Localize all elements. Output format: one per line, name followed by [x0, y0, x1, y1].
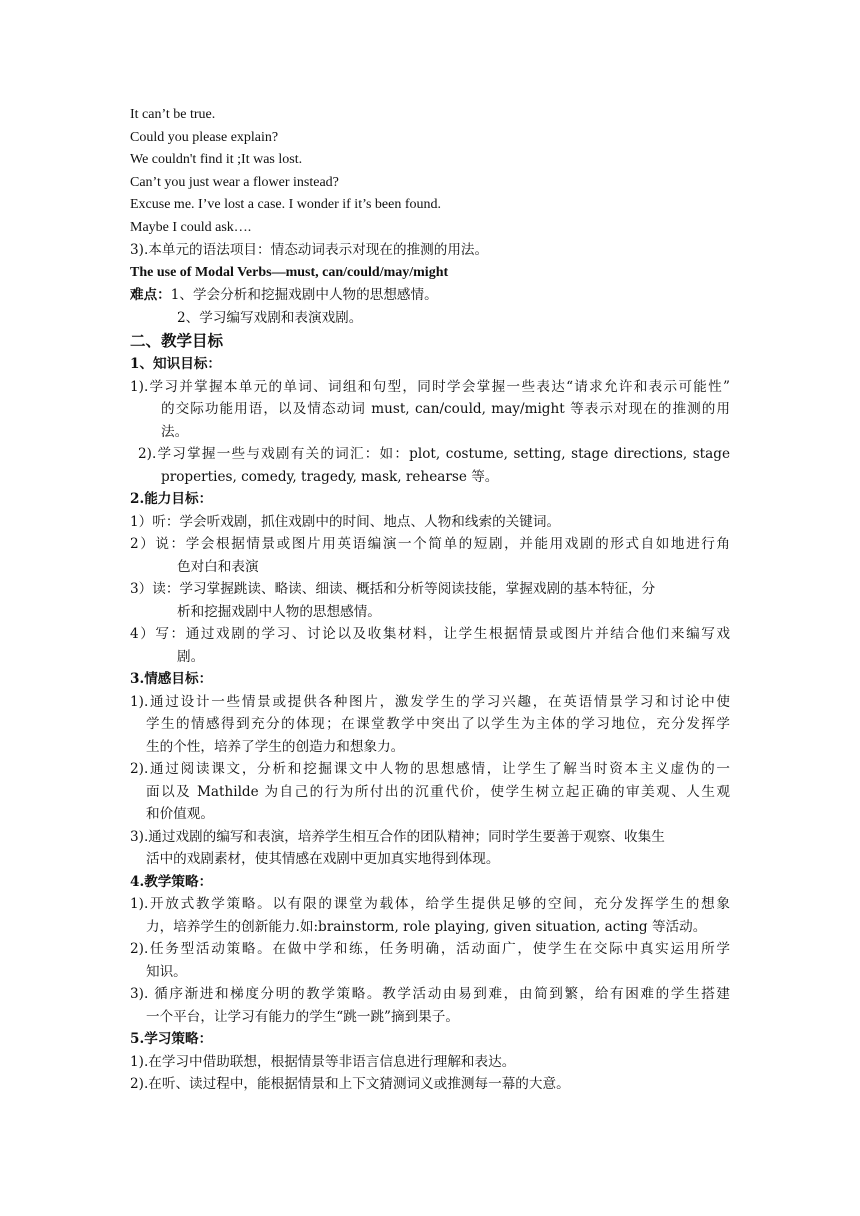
- emotion-item-1-line: 学生的情感得到充分的体现；在课堂教学中突出了以学生为主体的学习地位，充分发挥学: [146, 716, 730, 732]
- ability-listen: 1）听：学会听戏剧，抓住戏剧中的时间、地点、人物和线索的关键词。: [130, 513, 561, 530]
- intro-line: Can’t you just wear a flower instead?: [130, 174, 339, 190]
- intro-line: It can’t be true.: [130, 107, 216, 122]
- ability-speak-line: 2）说：学会根据情景或图片用英语编演一个简单的短剧，并能用戏剧的形式自如地进行角: [130, 536, 730, 552]
- heading-ability: 2.能力目标：: [130, 491, 213, 507]
- teaching-item-1-line: 1).开放式教学策略。以有限的课堂为载体，给学生提供足够的空间，充分发挥学生的想象: [130, 896, 730, 912]
- teaching-item-1: [130, 893, 730, 938]
- ability-read: [130, 578, 730, 623]
- knowledge-item-1: [130, 376, 730, 444]
- intro-line: Maybe I could ask….: [130, 219, 252, 235]
- ability-write: [130, 623, 730, 668]
- emotion-item-1-line: 1).通过设计一些情景或提供各种图片，激发学生的学习兴趣，在英语情景学习和讨论中使: [130, 693, 730, 710]
- heading-knowledge: 1、知识目标：: [130, 356, 222, 372]
- learning-item-1: 1).在学习中借助联想，根据情景等非语言信息进行理解和表达。: [130, 1053, 516, 1070]
- intro-sentences: [130, 104, 730, 239]
- teaching-item-2: [130, 938, 730, 983]
- emotion-item-3-line: 活中的戏剧素材，使其情感在戏剧中更加真实地得到体现。: [146, 851, 500, 867]
- knowledge-item-2-line: properties, comedy, tragedy, mask, rehearse 等。: [161, 468, 499, 485]
- heading-learning-strategy: 5.学习策略：: [130, 1031, 213, 1047]
- emotion-item-1-line: 生的个性，培养了学生的创造力和想象力。: [146, 738, 405, 755]
- emotion-item-2-line: 面以及 Mathilde 为自己的行为所付出的沉重代价，使学生树立起正确的审美观、人生观: [146, 783, 730, 800]
- teaching-item-2-line: 2).任务型活动策略。在做中学和练，任务明确，活动面广，使学生在交际中真实运用所学: [130, 941, 730, 957]
- knowledge-item-2-line: 2).学习掌握一些与戏剧有关的词汇：如：plot, costume, setting, stage directions, stage: [138, 446, 730, 462]
- emotion-item-3: [130, 826, 730, 871]
- ability-speak: [130, 533, 730, 578]
- emotion-item-3-line: 3).通过戏剧的编写和表演，培养学生相互合作的团队精神；同时学生要善于观察、收集生: [130, 828, 665, 845]
- ability-write-line: 4）写：通过戏剧的学习、讨论以及收集材料，让学生根据情景或图片并结合他们来编写戏: [130, 626, 730, 642]
- difficulty-text-1: 1、学会分析和挖掘戏剧中人物的思想感情。: [170, 287, 438, 303]
- emotion-item-1: [130, 691, 730, 759]
- emotion-item-2-line: 和价值观。: [146, 806, 214, 822]
- emotion-item-2-line: 2).通过阅读课文，分析和挖掘课文中人物的思想感情，让学生了解当时资本主义虚伪的一: [130, 761, 730, 777]
- emotion-item-2: [130, 758, 730, 826]
- heading-emotion: 3.情感目标：: [130, 671, 213, 687]
- knowledge-item-1-line: 1).学习并掌握本单元的单词、词组和句型，同时学会掌握一些表达“请求允许和表示可能性”: [130, 378, 730, 395]
- intro-line: Could you please explain?: [130, 129, 279, 145]
- teaching-item-3-line: 3). 循序渐进和梯度分明的教学策略。教学活动由易到难，由简到繁，给有困难的学生搭建: [130, 986, 730, 1002]
- intro-line: Excuse me. I’ve lost a case. I wonder if it’s been found.: [130, 197, 442, 212]
- section-title-goals: 二、教学目标: [130, 331, 224, 350]
- teaching-item-2-line: 知识。: [146, 963, 187, 980]
- ability-speak-line: 色对白和表演: [177, 558, 259, 575]
- modal-verbs-title: The use of Modal Verbs—must, can/could/may/might: [130, 264, 449, 280]
- teaching-item-3-line: 一个平台，让学习有能力的学生“跳一跳”摘到果子。: [146, 1008, 459, 1025]
- heading-teaching-strategy: 4.教学策略：: [130, 873, 213, 890]
- teaching-item-3: [130, 983, 730, 1028]
- learning-item-2: 2).在听、读过程中，能根据情景和上下文猜测词义或推测每一幕的大意。: [130, 1076, 570, 1092]
- difficulty-label: 难点：: [130, 287, 171, 303]
- teaching-item-1-line: 力，培养学生的创新能力.如:brainstorm, role playing, given situation, acting 等活动。: [146, 918, 707, 935]
- ability-read-line: 3）读：学习掌握跳读、略读、细读、概括和分析等阅读技能，掌握戏剧的基本特征，分: [130, 581, 656, 597]
- ability-read-line: 析和挖掘戏剧中人物的思想感情。: [177, 603, 381, 620]
- difficulty-item-2: 2、学习编写戏剧和表演戏剧。: [177, 309, 363, 326]
- grammar-item: 3).本单元的语法项目：情态动词表示对现在的推测的用法。: [130, 242, 489, 258]
- document-page: [130, 104, 730, 1096]
- difficulty-item-1: [130, 284, 730, 307]
- knowledge-item-1-line: 法。: [161, 423, 189, 440]
- knowledge-item-2: [130, 443, 730, 488]
- intro-line: We couldn't find it ;It was lost.: [130, 152, 303, 167]
- ability-write-line: 剧。: [177, 648, 205, 665]
- knowledge-item-1-line: 的交际功能用语，以及情态动词 must, can/could, may/might 等表示对现在的推测的用: [161, 401, 730, 417]
